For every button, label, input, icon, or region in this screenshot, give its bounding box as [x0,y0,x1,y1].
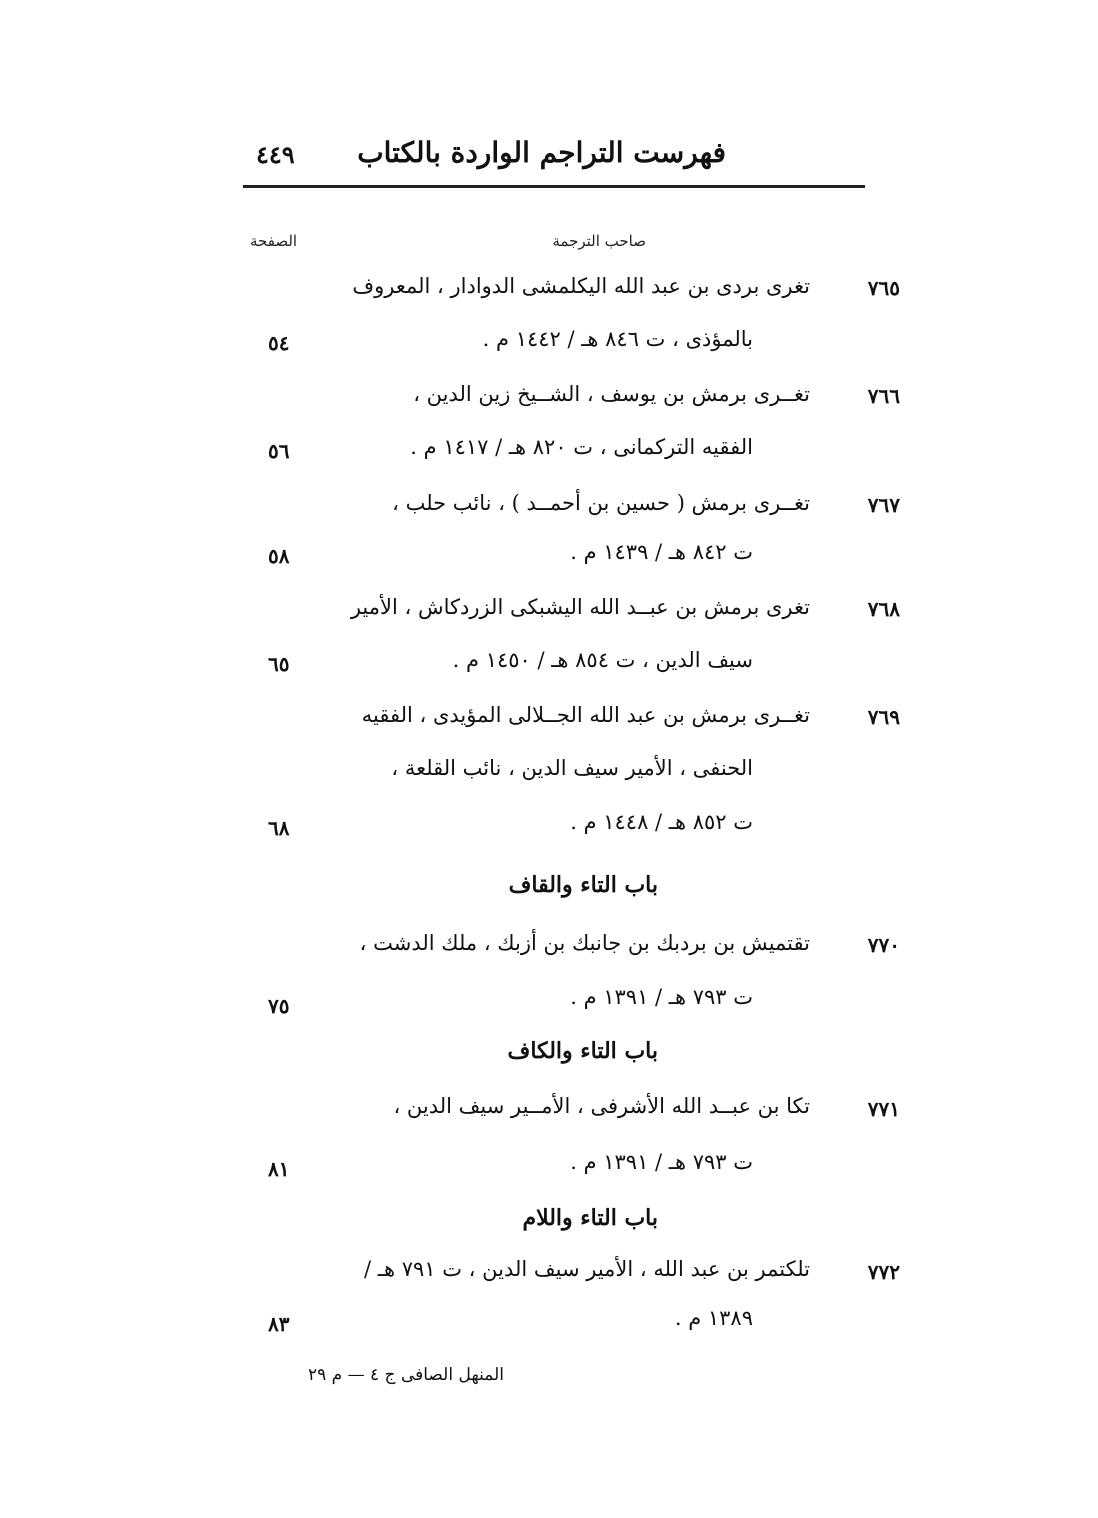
entry-page: ٧٥ [268,994,290,1018]
section-heading: باب التاء واللام [522,1205,658,1231]
entry-text: ت ٨٤٢ هـ / ١٤٣٩ م . [570,540,753,564]
entry-text: تغرى بردى بن عبد الله اليكلمشى الدوادار ، المعروف [352,274,810,298]
entry-page: ٨٣ [268,1312,290,1336]
section-heading: باب التاء والكاف [507,1038,658,1064]
entry-text: تقتميش بن بردبك بن جانبك بن أزبك ، ملك الدشت ، [359,931,810,955]
entry-page: ٦٥ [268,652,290,676]
entry-text: ت ٨٥٢ هـ / ١٤٤٨ م . [570,810,753,834]
column-header-page: الصفحة [250,232,298,250]
entry-text: تغــرى برمش بن يوسف ، الشــيخ زين الدين ، [413,382,810,406]
entry-text: سيف الدين ، ت ٨٥٤ هـ / ١٤٥٠ م . [452,648,753,672]
entry-number: ٧٧٢ [867,1260,900,1284]
entry-number: ٧٦٧ [867,493,900,517]
entry-number: ٧٦٨ [867,597,900,621]
column-header-person: صاحب الترجمة [552,232,646,250]
entry-page: ٥٨ [268,544,290,568]
entry-page: ٥٦ [268,439,290,463]
entry-text: الحنفى ، الأمير سيف الدين ، نائب القلعة ، [391,756,753,780]
entry-number: ٧٦٩ [867,705,900,729]
entry-text: ١٣٨٩ م . [674,1306,753,1330]
header-rule [243,185,865,188]
entry-number: ٧٧١ [867,1097,900,1121]
entry-text: تلكتمر بن عبد الله ، الأمير سيف الدين ، ت ٧٩١ هـ / [364,1257,810,1281]
entry-text: ت ٧٩٣ هـ / ١٣٩١ م . [570,1150,753,1174]
entry-page: ٨١ [268,1157,290,1181]
section-heading: باب التاء والقاف [508,872,658,898]
entry-page: ٥٤ [268,331,290,355]
entry-text: تغرى برمش بن عبــد الله اليشبكى الزردكاش ، الأمير [350,595,810,619]
entry-page: ٦٨ [268,816,290,840]
entry-text: تغــرى برمش ( حسين بن أحمــد ) ، نائب حلب ، [392,491,810,515]
entry-number: ٧٦٥ [867,276,900,300]
entry-number: ٧٦٦ [867,384,900,408]
entry-text: بالمؤذى ، ت ٨٤٦ هـ / ١٤٤٢ م . [482,327,753,351]
entry-number: ٧٧٠ [867,933,900,957]
entry-text: ت ٧٩٣ هـ / ١٣٩١ م . [570,985,753,1009]
entry-text: الفقيه التركمانى ، ت ٨٢٠ هـ / ١٤١٧ م . [410,435,753,459]
page-title: فهرست التراجم الواردة بالكتاب [357,136,726,169]
entry-text: تكا بن عبــد الله الأشرفى ، الأمــير سيف الدين ، [393,1094,810,1118]
page-number: ٤٤٩ [256,140,295,169]
entry-text: تغــرى برمش بن عبد الله الجــلالى المؤيدى ، الفقيه [361,703,810,727]
footer-signature: المنهل الصافى ج ٤ — م ٢٩ [308,1365,505,1385]
